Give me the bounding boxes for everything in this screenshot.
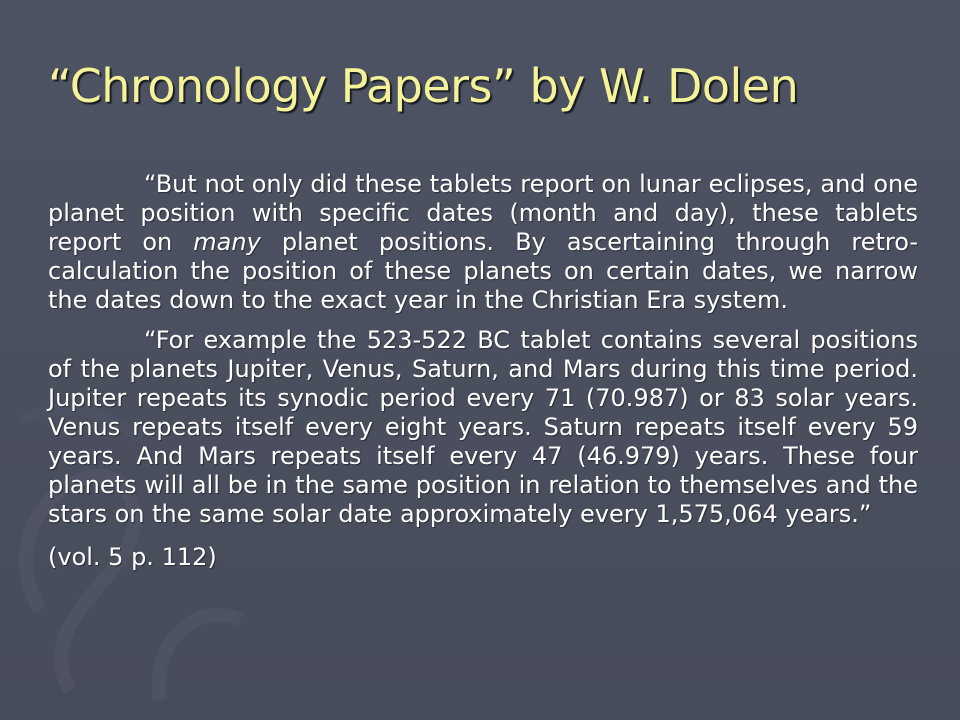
- paragraph-1-text-start: “But not only did these tablets report on lunar eclipses, and one planet position with specific dates (month and day), these tablets report on: [48, 170, 918, 256]
- paragraph-1-text-end: planet positions. By ascertaining through retro-calculation the position of these planets on certain dates, we narrow the dates down to the exact year in the Christian Era system.: [48, 228, 918, 314]
- slide-title: “Chronology Papers” by W. Dolen: [48, 59, 799, 113]
- quote-paragraph-1: [48, 170, 918, 315]
- citation: (vol. 5 p. 112): [48, 543, 217, 571]
- paragraph-1-emphasis: many: [193, 228, 261, 256]
- quote-body: [48, 170, 918, 572]
- quote-paragraph-2: “For example the 523-522 BC tablet contains several positions of the planets Jupiter, Venus, Saturn, and Mars during this time period. Jupiter repeats its synodic period every 71 (70.987) or 83 solar years. Venus repeats itself every eight years. Saturn repeats itself every 59 years. And Mars repeats itself every 47 (46.979) years. These four planets will all be in the same position in relation to themselves and the stars on the same solar date approximately every 1,575,064 years.”: [48, 326, 918, 528]
